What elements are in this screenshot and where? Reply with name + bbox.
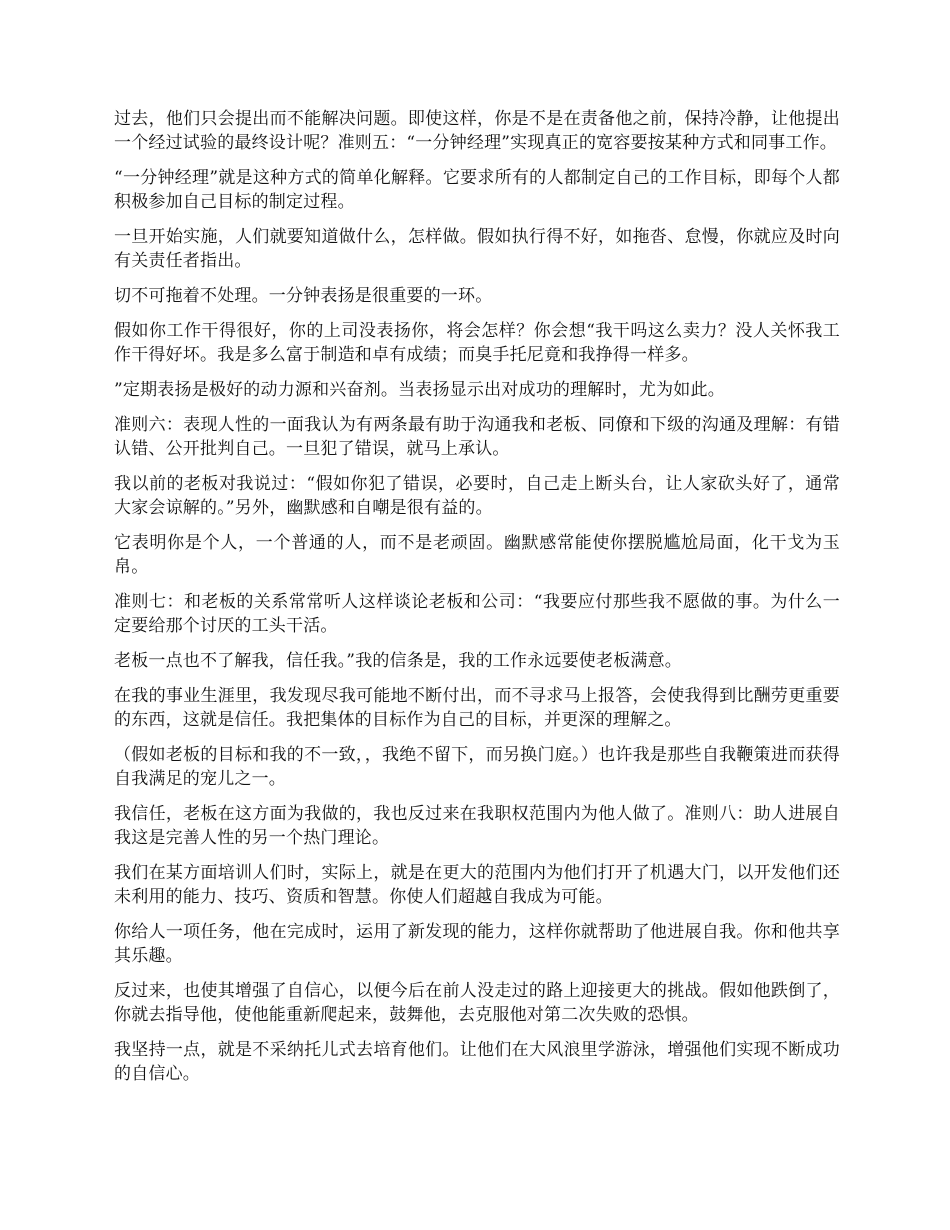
paragraph: 老板一点也不了解我，信任我。”我的信条是，我的工作永远要使老板满意。 bbox=[114, 651, 682, 671]
paragraph: 过去，他们只会提出而不能解决问题。即使这样，你是不是在责备他之前，保持冷静，让他提出一个经过试验的最终设计呢？准则五：“一分钟经理”实现真正的宽容要按某种方式和同事工作。 bbox=[114, 109, 840, 153]
paragraph: 它表明你是个人，一个普通的人，而不是老顽固。幽默感常能使你摆脱尴尬局面，化干戈为玉帛。 bbox=[114, 533, 840, 577]
paragraph: “一分钟经理”就是这种方式的简单化解释。它要求所有的人都制定自己的工作目标，即每个人都积极参加自己目标的制定过程。 bbox=[114, 168, 840, 212]
paragraph: 准则七：和老板的关系常常听人这样谈论老板和公司：“我要应付那些我不愿做的事。为什么一定要给那个讨厌的工头干活。 bbox=[114, 592, 840, 636]
paragraph: 在我的事业生涯里，我发现尽我可能地不断付出，而不寻求马上报答，会使我得到比酬劳更重要的东西，这就是信任。我把集体的目标作为自己的目标，并更深的理解之。 bbox=[114, 686, 840, 730]
paragraph: ”定期表扬是极好的动力源和兴奋剂。当表扬显示出对成功的理解时，尤为如此。 bbox=[114, 380, 725, 400]
paragraph: 我坚持一点，就是不采纳托儿式去培育他们。让他们在大风浪里学游泳，增强他们实现不断成功的自信心。 bbox=[114, 1040, 840, 1084]
document-body bbox=[114, 107, 840, 1097]
paragraph: 一旦开始实施，人们就要知道做什么，怎样做。假如执行得不好，如拖沓、怠慢，你就应及时向有关责任者指出。 bbox=[114, 227, 840, 271]
paragraph: 反过来，也使其增强了自信心，以便今后在前人没走过的路上迎接更大的挑战。假如他跌倒了，你就去指导他，使他能重新爬起来，鼓舞他，去克服他对第二次失败的恐惧。 bbox=[114, 981, 840, 1025]
paragraph: 切不可拖着不处理。一分钟表扬是很重要的一环。 bbox=[114, 286, 493, 306]
paragraph: 我们在某方面培训人们时，实际上，就是在更大的范围内为他们打开了机遇大门，以开发他们还未利用的能力、技巧、资质和智慧。你使人们超越自我成为可能。 bbox=[114, 863, 840, 907]
paragraph: 假如你工作干得很好，你的上司没表扬你，将会怎样？你会想“我干吗这么卖力？没人关怀我工作干得好坏。我是多么富于制造和卓有成绩；而臭手托尼竟和我挣得一样多。 bbox=[114, 321, 840, 365]
paragraph: （假如老板的目标和我的不一致，，我绝不留下，而另换门庭。）也许我是那些自我鞭策进而获得自我满足的宠儿之一。 bbox=[114, 745, 840, 789]
paragraph: 我以前的老板对我说过：“假如你犯了错误，必要时，自己走上断头台，让人家砍头好了，通常大家会谅解的。”另外，幽默感和自嘲是很有益的。 bbox=[114, 474, 840, 518]
paragraph: 准则六：表现人性的一面我认为有两条最有助于沟通我和老板、同僚和下级的沟通及理解：有错认错、公开批判自己。一旦犯了错误，就马上承认。 bbox=[114, 415, 840, 459]
paragraph: 我信任，老板在这方面为我做的，我也反过来在我职权范围内为他人做了。准则八：助人进展自我这是完善人性的另一个热门理论。 bbox=[114, 804, 840, 848]
paragraph: 你给人一项任务，他在完成时，运用了新发现的能力，这样你就帮助了他进展自我。你和他共享其乐趣。 bbox=[114, 922, 840, 966]
